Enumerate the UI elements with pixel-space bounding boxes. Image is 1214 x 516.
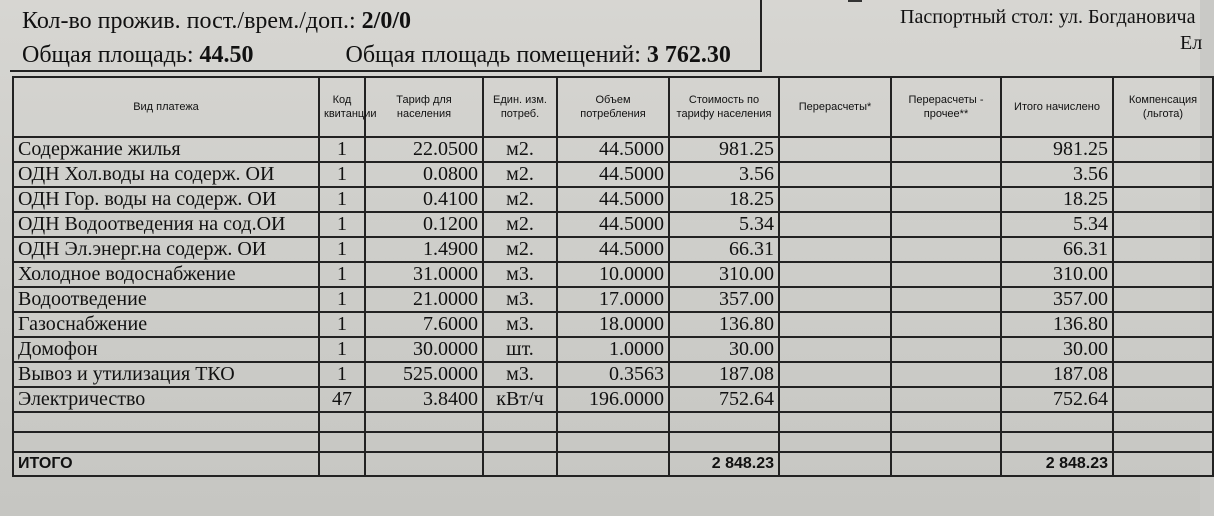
table-row: [13, 337, 1213, 362]
col-code: Код квитанции: [319, 77, 365, 137]
row-cost: 981.25: [669, 137, 779, 162]
row-name: Газоснабжение: [13, 312, 319, 337]
row-unit: м2.: [483, 162, 557, 187]
row-recalc-other: [891, 137, 1001, 162]
row-volume: 18.0000: [557, 312, 669, 337]
row-comp: [1113, 312, 1213, 337]
row-name: Вывоз и утилизация ТКО: [13, 362, 319, 387]
table-row: [13, 262, 1213, 287]
row-recalc: [779, 237, 891, 262]
row-comp: [1113, 362, 1213, 387]
row-comp: [1113, 337, 1213, 362]
row-name: Электричество: [13, 387, 319, 412]
row-cost: 5.34: [669, 212, 779, 237]
row-tariff: 31.0000: [365, 262, 483, 287]
row-cost: 30.00: [669, 337, 779, 362]
row-comp: [1113, 287, 1213, 312]
row-code: 1: [319, 212, 365, 237]
row-unit: м3.: [483, 362, 557, 387]
row-code: 1: [319, 237, 365, 262]
row-volume: 44.5000: [557, 137, 669, 162]
passport-office-cont: Ел: [1180, 32, 1203, 54]
row-total: 752.64: [1001, 387, 1113, 412]
row-total: 187.08: [1001, 362, 1113, 387]
row-code: 1: [319, 262, 365, 287]
row-recalc: [779, 162, 891, 187]
row-name: ОДН Эл.энерг.на содерж. ОИ: [13, 237, 319, 262]
row-comp: [1113, 387, 1213, 412]
row-recalc-other: [891, 187, 1001, 212]
row-unit: м3.: [483, 312, 557, 337]
row-total: 136.80: [1001, 312, 1113, 337]
totals-total: 2 848.23: [1001, 452, 1113, 476]
row-recalc: [779, 287, 891, 312]
row-comp: [1113, 162, 1213, 187]
table-row: [13, 362, 1213, 387]
row-tariff: 21.0000: [365, 287, 483, 312]
row-name: Домофон: [13, 337, 319, 362]
totals-row: [13, 452, 1213, 476]
row-cost: 752.64: [669, 387, 779, 412]
row-volume: 1.0000: [557, 337, 669, 362]
passport-office: Паспортный стол: ул. Богдановича: [900, 6, 1196, 28]
row-volume: 10.0000: [557, 262, 669, 287]
table-row-empty: [13, 412, 1213, 432]
row-unit: м3.: [483, 262, 557, 287]
row-code: 1: [319, 337, 365, 362]
row-recalc-other: [891, 262, 1001, 287]
row-unit: м2.: [483, 212, 557, 237]
row-recalc: [779, 337, 891, 362]
row-code: 1: [319, 362, 365, 387]
row-recalc: [779, 387, 891, 412]
corner-mark: [848, 0, 862, 8]
row-tariff: 30.0000: [365, 337, 483, 362]
row-recalc: [779, 212, 891, 237]
row-name: ОДН Водоотведения на сод.ОИ: [13, 212, 319, 237]
row-cost: 187.08: [669, 362, 779, 387]
row-total: 357.00: [1001, 287, 1113, 312]
row-code: 1: [319, 312, 365, 337]
row-recalc-other: [891, 162, 1001, 187]
row-tariff: 0.0800: [365, 162, 483, 187]
row-volume: 44.5000: [557, 212, 669, 237]
charges-table: [12, 76, 1214, 477]
area-label: Общая площадь:: [22, 42, 194, 68]
row-cost: 3.56: [669, 162, 779, 187]
row-recalc-other: [891, 312, 1001, 337]
row-recalc: [779, 137, 891, 162]
col-recalc-other: Перерасчеты - прочее**: [891, 77, 1001, 137]
row-total: 30.00: [1001, 337, 1113, 362]
row-recalc: [779, 262, 891, 287]
col-compensation: Компенсация (льгота): [1113, 77, 1213, 137]
row-unit: м2.: [483, 237, 557, 262]
row-name: Содержание жилья: [13, 137, 319, 162]
row-cost: 66.31: [669, 237, 779, 262]
row-volume: 17.0000: [557, 287, 669, 312]
col-volume: Объем потребления: [557, 77, 669, 137]
table-row: [13, 187, 1213, 212]
row-code: 1: [319, 137, 365, 162]
row-recalc: [779, 362, 891, 387]
row-total: 981.25: [1001, 137, 1113, 162]
row-recalc-other: [891, 362, 1001, 387]
row-volume: 44.5000: [557, 162, 669, 187]
table-row: [13, 162, 1213, 187]
col-total: Итого начислено: [1001, 77, 1113, 137]
row-volume: 0.3563: [557, 362, 669, 387]
row-unit: м2.: [483, 137, 557, 162]
row-cost: 357.00: [669, 287, 779, 312]
row-unit: кВт/ч: [483, 387, 557, 412]
row-code: 47: [319, 387, 365, 412]
residents-label: Кол-во прожив. пост./врем./доп.:: [22, 8, 356, 34]
row-name: ОДН Гор. воды на содерж. ОИ: [13, 187, 319, 212]
row-comp: [1113, 137, 1213, 162]
row-comp: [1113, 262, 1213, 287]
row-tariff: 0.4100: [365, 187, 483, 212]
row-total: 3.56: [1001, 162, 1113, 187]
row-cost: 310.00: [669, 262, 779, 287]
row-recalc-other: [891, 287, 1001, 312]
row-code: 1: [319, 287, 365, 312]
table-header-row: [13, 77, 1213, 137]
row-cost: 136.80: [669, 312, 779, 337]
totals-cost: 2 848.23: [669, 452, 779, 476]
row-unit: м2.: [483, 187, 557, 212]
row-tariff: 1.4900: [365, 237, 483, 262]
row-tariff: 525.0000: [365, 362, 483, 387]
premises-area-label: Общая площадь помещений:: [345, 42, 641, 68]
residents-value: 2/0/0: [361, 8, 411, 34]
table-row: [13, 312, 1213, 337]
table-row: [13, 237, 1213, 262]
totals-label: ИТОГО: [13, 452, 319, 476]
premises-area-value: 3 762.30: [646, 42, 731, 68]
row-recalc-other: [891, 237, 1001, 262]
row-recalc-other: [891, 337, 1001, 362]
row-cost: 18.25: [669, 187, 779, 212]
row-tariff: 22.0500: [365, 137, 483, 162]
row-unit: шт.: [483, 337, 557, 362]
residents-line: [22, 8, 411, 35]
row-comp: [1113, 237, 1213, 262]
row-recalc-other: [891, 387, 1001, 412]
row-recalc-other: [891, 212, 1001, 237]
row-recalc: [779, 312, 891, 337]
area-line: [22, 42, 731, 69]
table-row-empty: [13, 432, 1213, 452]
col-cost: Стоимость по тарифу населения: [669, 77, 779, 137]
row-volume: 196.0000: [557, 387, 669, 412]
table-row: [13, 137, 1213, 162]
row-volume: 44.5000: [557, 237, 669, 262]
row-name: Холодное водоснабжение: [13, 262, 319, 287]
row-tariff: 7.6000: [365, 312, 483, 337]
row-comp: [1113, 187, 1213, 212]
table-row: [13, 212, 1213, 237]
row-name: ОДН Хол.воды на содерж. ОИ: [13, 162, 319, 187]
row-tariff: 0.1200: [365, 212, 483, 237]
row-total: 18.25: [1001, 187, 1113, 212]
row-code: 1: [319, 162, 365, 187]
row-recalc: [779, 187, 891, 212]
row-total: 5.34: [1001, 212, 1113, 237]
row-name: Водоотведение: [13, 287, 319, 312]
row-comp: [1113, 212, 1213, 237]
row-code: 1: [319, 187, 365, 212]
table-row: [13, 387, 1213, 412]
col-name: Вид платежа: [13, 77, 319, 137]
row-total: 310.00: [1001, 262, 1113, 287]
col-tariff: Тариф для населения: [365, 77, 483, 137]
col-recalc: Перерасчеты*: [779, 77, 891, 137]
row-total: 66.31: [1001, 237, 1113, 262]
account-summary-box: [10, 0, 762, 72]
row-volume: 44.5000: [557, 187, 669, 212]
row-unit: м3.: [483, 287, 557, 312]
area-value: 44.50: [199, 42, 254, 68]
col-unit: Един. изм. потреб.: [483, 77, 557, 137]
table-row: [13, 287, 1213, 312]
row-tariff: 3.8400: [365, 387, 483, 412]
